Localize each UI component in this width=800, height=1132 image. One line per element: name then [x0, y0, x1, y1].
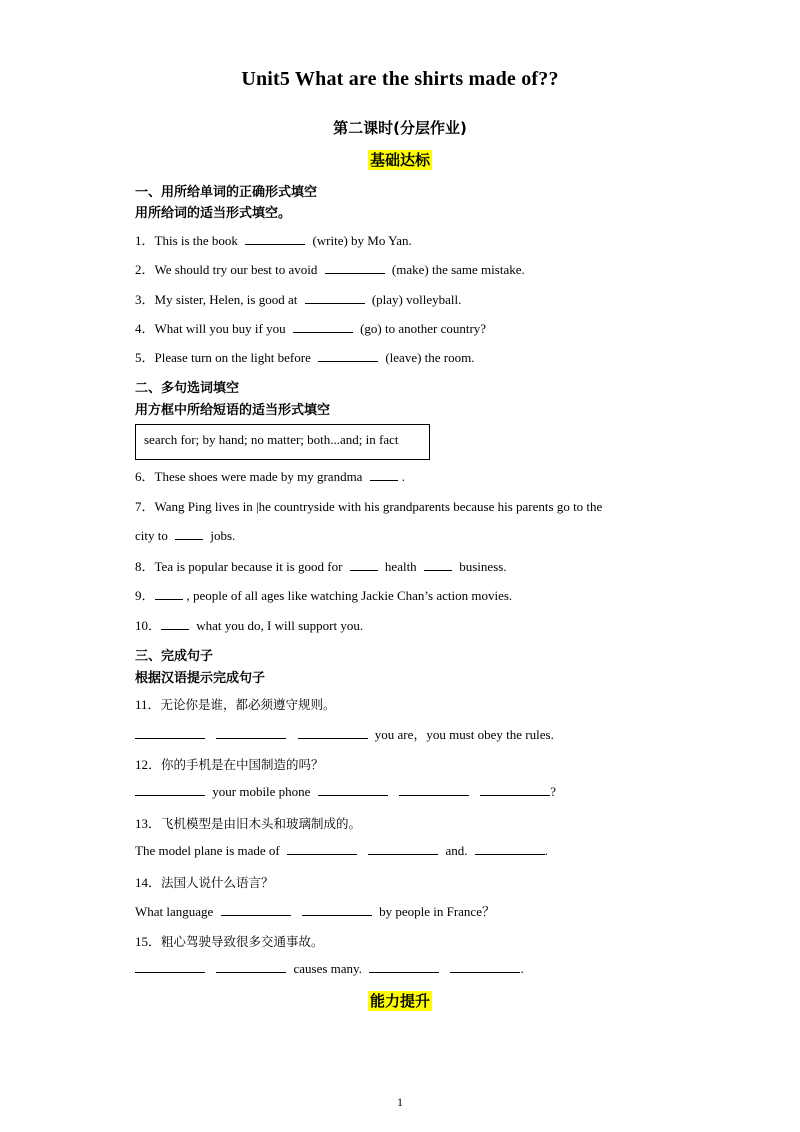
answer-blank[interactable] [221, 903, 291, 916]
question-8: 8．Tea is popular because it is good for health business. [135, 559, 507, 574]
answer-blank[interactable] [480, 783, 550, 796]
answer-blank[interactable] [318, 349, 378, 362]
level-basic-label: 基础达标 [369, 151, 430, 169]
answer-blank[interactable] [287, 842, 357, 855]
answer-blank[interactable] [475, 842, 545, 855]
question-11-prompt: 11．无论你是谁，都必须遵守规则。 [135, 697, 336, 712]
question-10: 10． what you do, I will support you. [135, 618, 364, 633]
question-12-prompt: 12．你的手机是在中国制造的吗？ [135, 757, 324, 772]
answer-blank[interactable] [135, 783, 205, 796]
word-bank-box: search for; by hand; no matter; both...and; in fact [135, 424, 430, 460]
level-basic-banner [0, 149, 800, 170]
answer-blank[interactable] [318, 783, 388, 796]
question-12-answer: your mobile phone ? [135, 783, 556, 800]
section1-heading: 一、用所给单词的正确形式填空 [135, 185, 318, 200]
question-14-prompt: 14．法国人说什么语言？ [135, 875, 274, 890]
section3-instruction: 根据汉语提示完成句子 [135, 671, 266, 686]
answer-blank[interactable] [370, 468, 398, 481]
page-number: 1 [397, 1095, 403, 1109]
answer-blank[interactable] [368, 842, 438, 855]
question-15-prompt: 15．粗心驾驶导致很多交通事故。 [135, 934, 324, 949]
answer-blank[interactable] [216, 960, 286, 973]
section2-heading: 二、多句选词填空 [135, 381, 240, 396]
question-6: 6．These shoes were made by my grandma . [135, 469, 405, 484]
level-advanced-label: 能力提升 [369, 992, 430, 1010]
question-7: 7．Wang Ping lives in |he countryside with his grandparents because his parents go to the [135, 499, 603, 514]
answer-blank[interactable] [216, 726, 286, 739]
answer-blank[interactable] [245, 232, 305, 245]
answer-blank[interactable] [424, 558, 452, 571]
answer-blank[interactable] [305, 291, 365, 304]
question-13-prompt: 13．飞机模型是由旧木头和玻璃制成的。 [135, 816, 362, 831]
section3-heading: 三、完成句子 [135, 649, 214, 664]
answer-blank[interactable] [175, 527, 203, 540]
document-title: Unit5 What are the shirts made of?? [241, 68, 559, 90]
answer-blank[interactable] [135, 960, 205, 973]
answer-blank[interactable] [155, 587, 183, 600]
question-5: 5．Please turn on the light before (leave) the room. [135, 350, 475, 365]
answer-blank[interactable] [298, 726, 368, 739]
question-11-answer: you are，you must obey the rules. [135, 724, 554, 743]
answer-blank[interactable] [450, 960, 520, 973]
question-15-answer: causes many. . [135, 960, 524, 977]
question-7-continued: city to jobs. [135, 528, 236, 543]
question-1: 1．This is the book (write) by Mo Yan. [135, 233, 412, 248]
question-14-answer: What language by people in France？ [135, 904, 495, 919]
answer-blank[interactable] [135, 726, 205, 739]
section1-instruction: 用所给词的适当形式填空。 [135, 206, 292, 221]
answer-blank[interactable] [161, 617, 189, 630]
answer-blank[interactable] [369, 960, 439, 973]
question-3: 3．My sister, Helen, is good at (play) volleyball. [135, 292, 462, 307]
answer-blank[interactable] [325, 261, 385, 274]
answer-blank[interactable] [350, 558, 378, 571]
lesson-subtitle: 第二课时(分层作业) [333, 119, 467, 137]
answer-blank[interactable] [399, 783, 469, 796]
section2-instruction: 用方框中所给短语的适当形式填空 [135, 403, 331, 418]
level-advanced-banner [0, 990, 800, 1011]
answer-blank[interactable] [302, 903, 372, 916]
answer-blank[interactable] [293, 320, 353, 333]
question-9: 9． , people of all ages like watching Jackie Chan’s action movies. [135, 588, 513, 603]
question-2: 2．We should try our best to avoid (make) the same mistake. [135, 262, 525, 277]
question-4: 4．What will you buy if you (go) to another country? [135, 321, 487, 336]
question-13-answer: The model plane is made of and. . [135, 843, 549, 858]
